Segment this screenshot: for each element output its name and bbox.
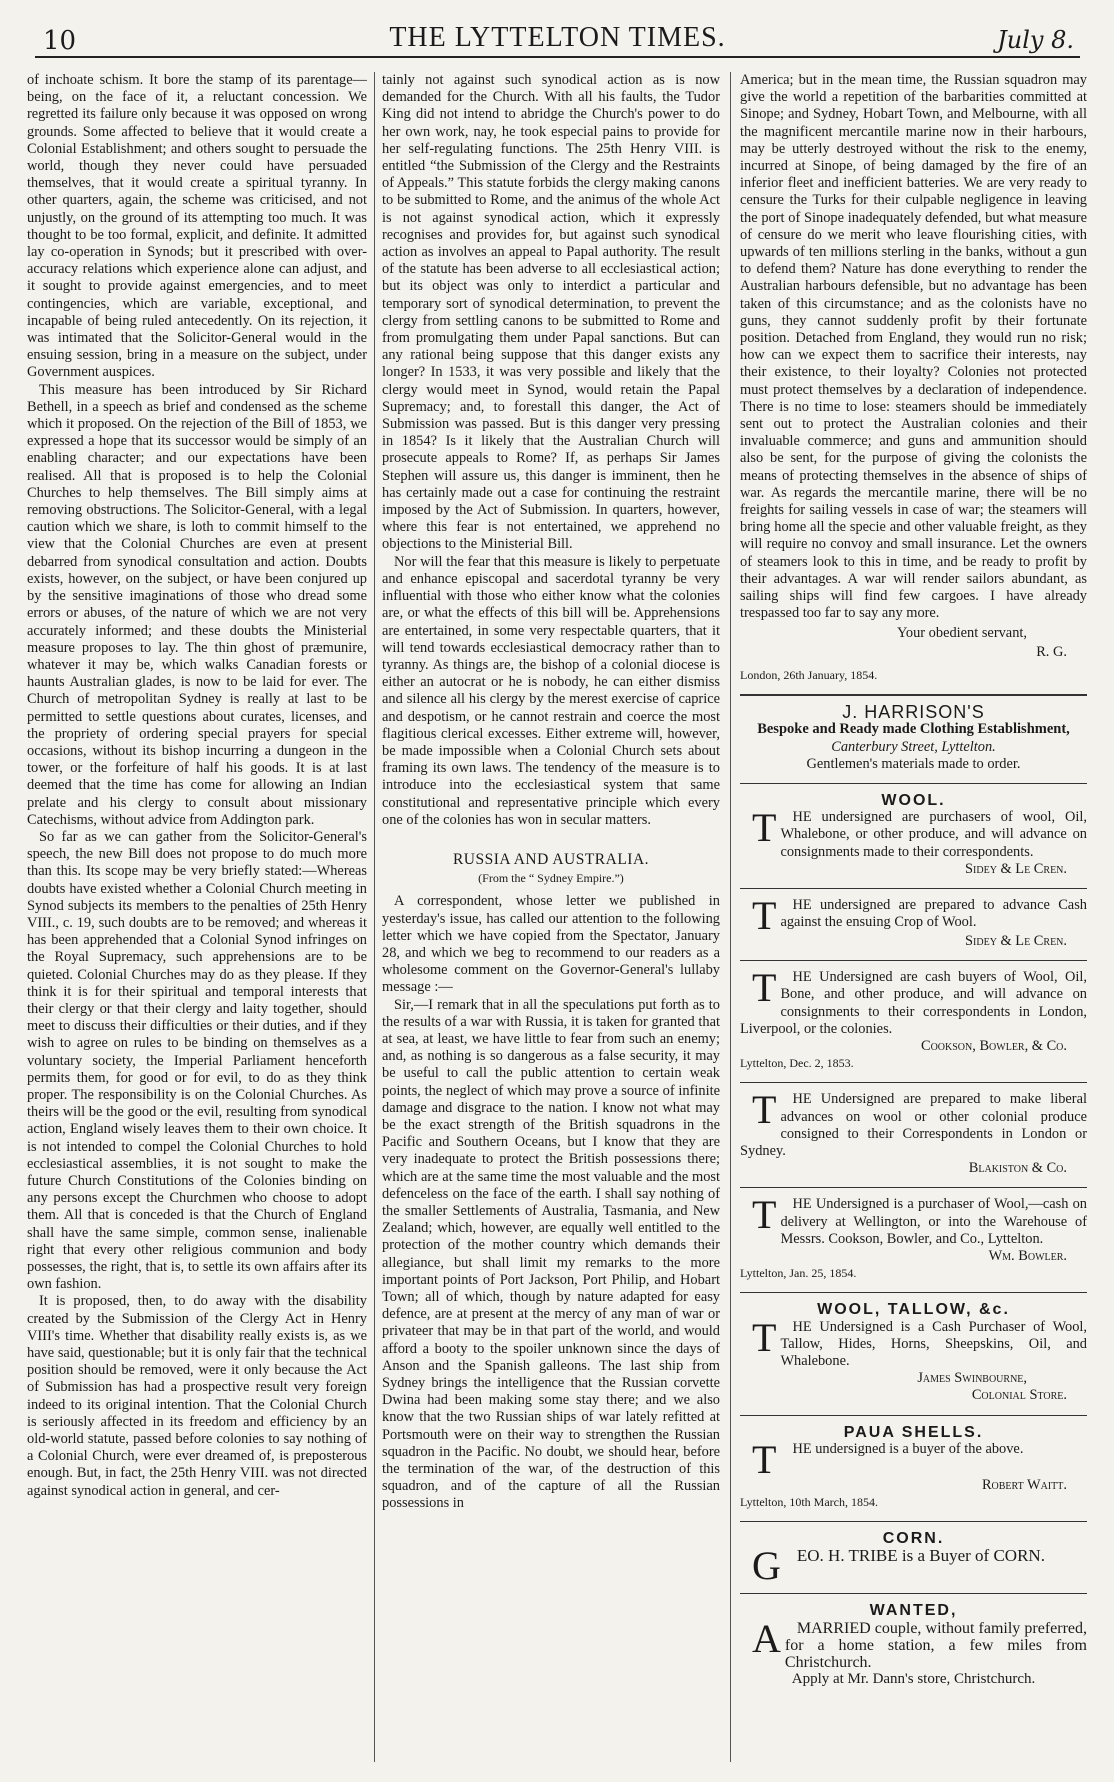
- ad-date: Lyttelton, Jan. 25, 1854.: [740, 1266, 857, 1281]
- article-paragraph: Nor will the fear that this measure is likely to perpetuate and enhance episcopal and sacerdotal tyranny be very influential with those who either know what the colonies are, or what the effects of this bill will be. Apprehensions are entertained, in some very respectable quarters, that it will tend towards ecclesiastical democracy rather than to tyranny. As things are, the bishop of a colonial diocese is either an autocrat or he is nobody, he can either dismiss and silence all his clergy by the merest exercise of caprice and despotism, or he cannot restrain and coerce the most flagitious clerical excesses. Either extreme will, however, be made impossible when a Colonial Church sets about framing its own laws. The tendency of the measure is to introduce into the ecclesiastical system that same constitutional and representative principle which every one of the colonies has won in secular matters.: [382, 553, 720, 828]
- article-heading: RUSSIA AND AUSTRALIA.: [452, 850, 650, 868]
- ad-bowler: [740, 1192, 1087, 1282]
- ad-wool-advance: [740, 892, 1087, 950]
- ad-divider: [740, 1187, 1087, 1188]
- ad-wool: [740, 792, 1087, 878]
- column-1: [27, 72, 367, 1762]
- column-divider: [730, 72, 731, 1762]
- ad-divider: [740, 888, 1087, 889]
- ad-text: MARRIED couple, without family preferred, for a home station, a few miles from Christchurch.: [784, 1619, 1087, 1672]
- drop-cap: T: [752, 1314, 777, 1360]
- drop-cap: T: [752, 1087, 777, 1133]
- article-paragraph: America; but in the mean time, the Russian squadron may give the world a repetition of the barbarities committed at Sinope; and Sydney, Hobart Town, and Melbourne, with all the magnificent mercantile marine now in their harbours, may be utterly destroyed without the risk to the enemy, incurred at Sinope, of being damaged by the fire of an inferior fleet and inefficient batteries. We are very ready to censure the Turks for their culpable negligence in leaving the port of Sinope inadequately defended, but what measure of censure do we merit who leave flourishing cities, with upwards of ten millions sterling in the banks, without a gun to defend them? Nature has done everything to render the Australian harbours defensible, but no advantage has been taken of this circumstance; and as the colonists have no guns, they cannot suddenly profit by their fortunate position. Detached from England, they would run no risk; how can we expect them to sacrifice their interests, nay their existence, to their loyalty? Colonies not protected must protect themselves by a declaration of independence. There is no time to lose: steamers should be immediately sent out to protect the Australian colonies and their invaluable commerce; and guns and ammunition should also be sent, for the purpose of giving the colonists the means of protecting themselves in the absence of ships of war. As regards the mercantile marine, there will be no freights for sailing vessels in case of war; the steamers will bring home all the specie and other valuable freight, as they will require no convoy and small insurance. Let the owners of steamers look to this in time, and be ready to profit by their advantages. A war will render sailors abundant, as sailing ships will find few cargoes. I have already trespassed too far to say any more.: [740, 72, 1087, 622]
- ad-signature: Sidey & Le Cren.: [965, 860, 1067, 877]
- ad-signature: Robert Waitt.: [981, 1476, 1067, 1493]
- drop-cap: T: [752, 892, 777, 938]
- article-source: (From the “ Sydney Empire.”): [478, 871, 624, 886]
- ad-title: J. HARRISON'S: [842, 702, 985, 723]
- ad-text: HE undersigned are purchasers of wool, Oil, Whalebone, or other produce, and will advance on consignments made to their correspondents.: [780, 809, 1087, 860]
- ad-heading: CORN.: [882, 1530, 945, 1548]
- newspaper-title: THE LYTTELTON TIMES.: [389, 22, 726, 53]
- ad-wanted: [740, 1602, 1087, 1688]
- ad-divider: [740, 960, 1087, 961]
- article-paragraph: This measure has been introduced by Sir Richard Bethell, in a speech as brief and condensed as the scheme which it proposed. On the rejection of the Bill of 1853, we expressed a hope that its successor would be simply of an enabling character; and our expectations have been realised. All that is proposed is to help the Colonial Churches to help themselves. The Bill simply aims at removing obstructions. The Solicitor-General, with a legal caution which we share, is loth to commit himself to the view that the Colonial Churches are even at present debarred from synodical consultation and action. Doubts exists, however, on the subject, or have been conjured up by the sensitive imaginations of those who dread some errors or abuses, of the nature of which we are not very accurately informed; and these doubts the Ministerial measure proposes to lay. The thin ghost of præmunire, whatever it may be, which walks Canadian forests or haunts Australian glades, is now to be laid for ever. The Church of metropolitan Sydney is really at last to be permitted to settle questions about curates, licenses, and the propriety of ordering special prayers for special occasions, without its bishop incurring a dungeon in the tower, or the forfeiture of half his goods. It is at last deemed that the time has come for allowing an Indian prelate and his clergy to consult about missionary Catechisms, without advice from Addington park.: [27, 381, 367, 828]
- ad-divider: [740, 694, 1087, 696]
- ad-date: Lyttelton, 10th March, 1854.: [740, 1495, 878, 1510]
- article-paragraph: So far as we can gather from the Solicitor-General's speech, the new Bill does not propose to do much more than this. Its scope may be very briefly stated:—Whereas doubts have existed whether a Colonial Church meeting in Synod subjects its members to the penalties of 25th Henry VIII., c. 19, such doubts are to be removed; and whereas it has been apprehended that a Colonial Synod infringes on the Royal Supremacy, such apprehensions are to be quieted. Colonial Churches may do as they please. If they think it is for their spiritual and temporal interests that their clergy or that their clergy and laity together, should meet to discuss their difficulties or their duties, and if they wish to agree on rules to be binding on themselves as a voluntary society, the Imperial Parliament henceforth permits them, for good or for evil, to do as they think proper. The responsibility is on the Colonial Churches. As theirs will be the good or the evil, resulting from synodical action, England wisely leaves them to their own choice. It is not intended to compel the Colonial Churches to hold ecclesiastical assemblies, it is not sought to make the future Church Constitutions of the Colonies binding on any persons except the Churchmen who choose to adopt them. All that is conceded is that the Church of England shall have the same simple, common sense, inalienable right that every other religious communion and body possesses, the right, that is, to settle its own affairs after its own fashion.: [27, 828, 367, 1293]
- article-paragraph: tainly not against such synodical action as is now demanded for the Church. With all his faults, the Tudor King did not intend to abridge the Church's power to do her own work, nay, he took especial pains to provide for her self-regulating functions. The 25th Henry VIII. is entitled “the Submission of the Clergy and the Restraints of Appeals.” This statute forbids the clergy making canons to be submitted to Rome, and the animus of the whole Act is not against synodical action, which it expressly recognises and provides for, but against such synodical action as involves an appeal to Papal authority. The result of the statute has been adverse to all ecclesiastical action; but its object was only to interdict a particular and temporary sort of synodical determination, to prevent the clergy from settling canons to be submitted to Rome and from promulgating them under Papal sanctions. But can any rational being suppose that this danger exists any longer? In 1533, it was very possible and likely that the clergy would meet in Synod, would retain the Papal Supremacy; and, to forestall this danger, the Act of Submission was passed. But is this danger very pressing in 1854? Is it likely that the Australian Church will prosecute appeals to Rome? If, as perhaps Sir James Stephen will assure us, this danger is imminent, then he has certainly made out a case for continuing the restraint imposed by the Act of Submission. In quarters, however, where this fear is not entertained, we apprehend no objections to the Ministerial Bill.: [382, 72, 720, 553]
- column-divider: [374, 72, 375, 1762]
- ad-text: HE Undersigned are prepared to make liberal advances on wool or other colonial produce consigned to their Correspondents in London or Sydney.: [740, 1091, 1087, 1159]
- letter-closing: Your obedient servant,: [896, 624, 1027, 641]
- ad-signature: Wm. Bowler.: [988, 1247, 1067, 1264]
- column-2: [382, 72, 720, 1762]
- article-paragraph: It is proposed, then, to do away with the disability created by the Submission of the Clergy Act in Henry VIII's time. Whether that disability really exists is, as we have said, questionable; but it is only fair that the technical position should be removed, were it only because the Act of Submission has had a prospective result very foreign indeed to its original intention. That the Colonial Church is seriously affected in its freedom and efficiency by an old-world statute, passed before colonies to say nothing of a Colonial Church, were ever dreamed of, is preposterous enough. But, in fact, the 25th Henry VIII. was not directed against synodical action in general, and cer-: [27, 1293, 367, 1499]
- ad-signature: Blakiston & Co.: [968, 1160, 1067, 1177]
- ad-signature-line2: Colonial Store.: [971, 1387, 1067, 1404]
- article-paragraph: Sir,—I remark that in all the speculations put forth as to the results of a war with Russia, it is taken for granted that at sea, at least, we have little to fear from such an enemy; and, as nothing is so dangerous as a false security, it may be useful to call the public attention to certain weak points, the neglect of which may prove a source of infinite damage and disgrace to the nation. I know not what may be the exact strength of the British squadrons in the Pacific and Southern Oceans, but I know that they are very inadequate to protect the British possessions there; which are at the same time the most valuable and the most defenceless on the face of the earth. I shall say nothing of the smaller Settlements of Australia, Tasmania, and New Zealand; which, however, are equally well entitled to the protection of the mother country which demands their allegiance, but shall limit my remarks to the more important points of Port Jackson, Port Philip, and Hobart Town; all of which, though by nature adapted for easy defence, are at present at the mercy of any man of war or privateer that may be in that part of the world, and would afford a booty to the spoiler unknown since the days of Anson and the Spanish galleons. The last ship from Sydney brings the intelligence that the Russian corvette Dwina had been making some stay there; and we also know that the two Russian ships of war lately refitted at Portsmouth were on their way to strengthen the Russian squadron in the Pacific. No doubt, we should hear, before the termination of the war, of the destruction of this squadron, and of the capture of all the Russian possessions in: [382, 996, 720, 1512]
- ad-text: HE undersigned are prepared to advance Cash against the ensuing Crop of Wool.: [780, 896, 1087, 931]
- ad-text: HE Undersigned is a purchaser of Wool,—cash on delivery at Wellington, or into the Warehouse of Messrs. Cookson, Bowler, and Co., Lyttelton.: [780, 1196, 1087, 1247]
- ad-blakiston: [740, 1087, 1087, 1177]
- article-paragraph: A correspondent, whose letter we published in yesterday's issue, has called our attention to the following letter which we have copied from the Spectator, January 28, and which we beg to recommend to our readers as a wholesome comment on the Governor-General's lullaby message :—: [382, 893, 720, 996]
- drop-cap: T: [752, 965, 777, 1011]
- drop-cap: T: [752, 805, 777, 851]
- ad-swinbourne: [740, 1301, 1087, 1404]
- ad-heading: WOOL.: [881, 791, 946, 809]
- ad-signature: James Swinbourne,: [917, 1370, 1027, 1387]
- drop-cap: T: [752, 1436, 777, 1482]
- ad-heading: PAUA SHELLS.: [843, 1423, 984, 1441]
- ad-divider: [740, 1521, 1087, 1522]
- ad-text: HE Undersigned are cash buyers of Wool, Oil, Bone, and other produce, and will advance on consignments to their correspondents in London, Liverpool, or the colonies.: [740, 969, 1087, 1037]
- ad-divider: [740, 1593, 1087, 1594]
- ad-text: HE Undersigned is a Cash Purchaser of Wool, Tallow, Hides, Horns, Sheepskins, Oil, and Whalebone.: [780, 1318, 1087, 1369]
- letter-signature: R. G.: [1036, 643, 1067, 660]
- column-3: [740, 72, 1087, 1762]
- ad-address: Canterbury Street, Lyttelton.: [831, 738, 996, 755]
- ad-subtitle: Bespoke and Ready made Clothing Establishment,: [757, 721, 1070, 738]
- ad-corn: [740, 1530, 1087, 1589]
- ad-heading: WOOL, TALLOW, &c.: [817, 1301, 1010, 1319]
- ad-text: HE undersigned is a buyer of the above.: [792, 1440, 1024, 1457]
- ad-divider: [740, 1292, 1087, 1293]
- ad-cookson: [740, 965, 1087, 1072]
- ad-date: Lyttelton, Dec. 2, 1853.: [740, 1056, 854, 1071]
- ad-signature: Sidey & Le Cren.: [965, 932, 1067, 949]
- ad-apply: Apply at Mr. Dann's store, Christchurch.: [791, 1671, 1036, 1688]
- ad-harrison: [740, 704, 1087, 773]
- masthead: [35, 22, 1080, 58]
- letter-dateline: London, 26th January, 1854.: [740, 667, 878, 682]
- ad-divider: [740, 783, 1087, 784]
- issue-date: July 8.: [997, 26, 1074, 54]
- ad-divider: [740, 1082, 1087, 1083]
- drop-cap: G: [752, 1543, 781, 1589]
- ad-divider: [740, 1415, 1087, 1416]
- article-paragraph: of inchoate schism. It bore the stamp of its parentage—being, on the face of it, a reluctant concession. We regretted its failure only because it was opposed on wrong grounds. Some affected to believe that it would create a Colonial Establishment; and others sought to persuade the world, though they never could have persuaded themselves, that it would create a spiritual tyranny. In other quarters, again, the scheme was criticised, and not unjustly, on the ground of its attempting too much. It was thought to be too formal, explicit, and definite. It admitted lay co-operation in Synods; but it prescribed with over-accuracy relations which experience alone can adjust, and it sought to provide against emergencies, and to meet contingencies, which are variable, exceptional, and incapable of being ruled antecedently. On its rejection, it was intimated that the Solicitor-General would in the ensuing session, bring in a measure on the subject, under Government auspices.: [27, 72, 367, 381]
- ad-paua: [740, 1424, 1087, 1512]
- drop-cap: A: [752, 1615, 781, 1661]
- ad-note: Gentlemen's materials made to order.: [806, 755, 1021, 772]
- page-number: 10: [43, 26, 77, 56]
- ad-signature: Cookson, Bowler, & Co.: [920, 1037, 1067, 1054]
- drop-cap: T: [752, 1192, 777, 1238]
- ad-text: EO. H. TRIBE is a Buyer of CORN.: [796, 1546, 1045, 1566]
- ad-heading: WANTED,: [869, 1602, 958, 1620]
